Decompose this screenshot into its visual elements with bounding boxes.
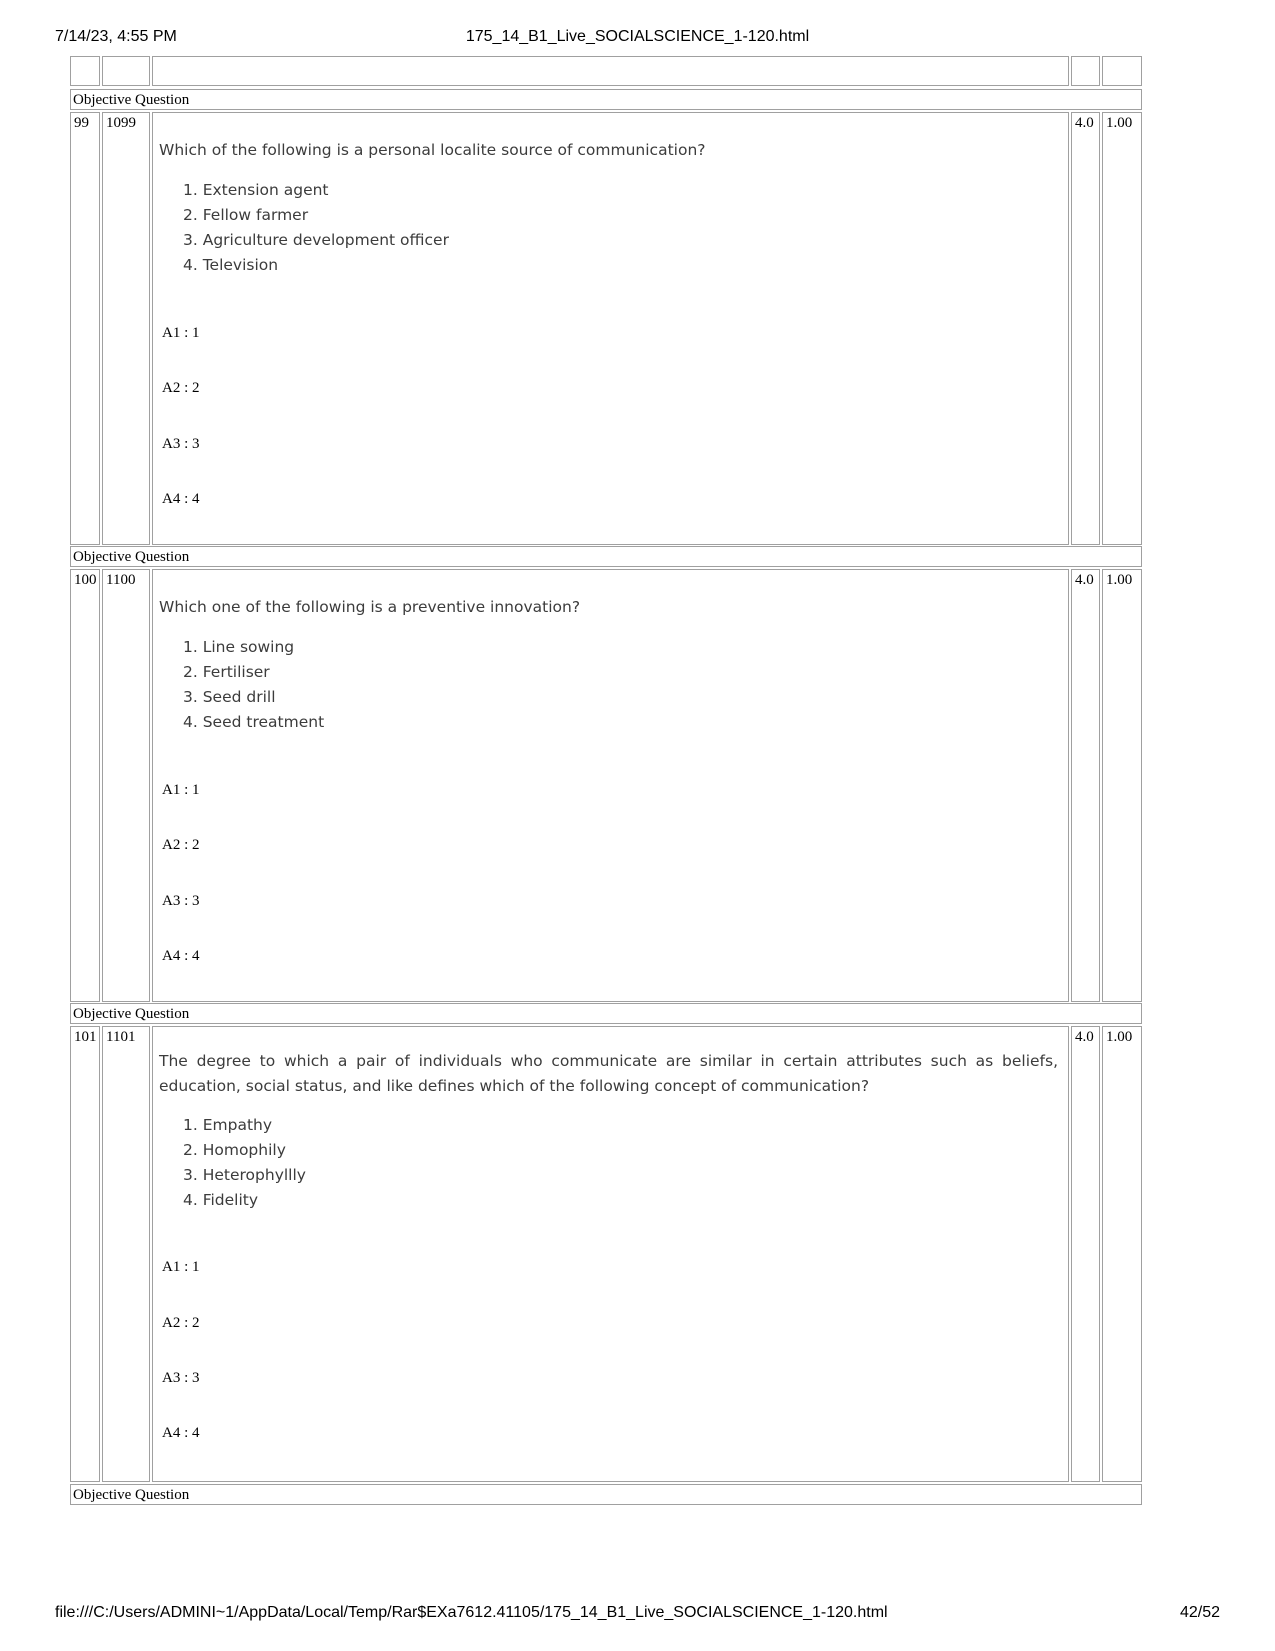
question-negative-marks: 1.00 [1102,112,1142,545]
objective-question-label: Objective Question [70,1484,1142,1505]
objective-question-label: Objective Question [70,1003,1142,1024]
option-item: 4. Television [183,256,279,274]
option-item: 1. Extension agent [183,181,329,199]
objective-question-label: Objective Question [70,89,1142,110]
question-marks: 4.0 [1071,112,1100,545]
question-serial-number: 101 [70,1026,100,1482]
question-body [152,569,1069,1002]
answer-option-2: A2 : 2 [162,1315,200,1331]
answer-option-3: A3 : 3 [162,436,200,452]
option-item: 4. Fidelity [183,1191,259,1209]
prev-row-sno-cell [70,56,100,86]
answer-option-2: A2 : 2 [162,380,200,396]
objective-question-label: Objective Question [70,546,1142,567]
print-page-number: 42/52 [1179,1604,1220,1621]
prev-row-qid-cell [102,56,150,86]
question-marks: 4.0 [1071,569,1100,1002]
question-serial-number: 99 [70,112,100,545]
answer-option-4: A4 : 4 [162,948,200,964]
option-item: 1. Empathy [183,1116,273,1134]
question-text: Which of the following is a personal localite source of communication? [159,141,706,159]
answer-option-2: A2 : 2 [162,837,200,853]
question-text: Which one of the following is a preventive innovation? [159,598,581,616]
answer-option-4: A4 : 4 [162,491,200,507]
print-header [55,28,1220,52]
option-list [183,1113,306,1213]
question-id: 1101 [102,1026,150,1482]
prev-row-body-cell [152,56,1069,86]
print-doc-title: 175_14_B1_Live_SOCIALSCIENCE_1-120.html [465,28,810,45]
question-serial-number: 100 [70,569,100,1002]
option-item: 1. Line sowing [183,638,295,656]
option-item: 3. Heterophyllly [183,1166,306,1184]
question-text: The degree to which a pair of individuals who communicate are similar in certain attributes such as beliefs, education, social status, and like defines which of the following concept of communication? [159,1052,1058,1095]
print-footer [55,1604,1220,1628]
print-datetime: 7/14/23, 4:55 PM [55,28,177,45]
option-item: 3. Seed drill [183,688,276,706]
answer-option-1: A1 : 1 [162,325,200,341]
prev-row-marks-cell [1071,56,1100,86]
answer-option-3: A3 : 3 [162,1370,200,1386]
option-item: 2. Fellow farmer [183,206,309,224]
question-id: 1099 [102,112,150,545]
option-list [183,635,324,735]
question-negative-marks: 1.00 [1102,1026,1142,1482]
answer-option-1: A1 : 1 [162,782,200,798]
question-id: 1100 [102,569,150,1002]
answer-option-4: A4 : 4 [162,1425,200,1441]
print-file-url: file:///C:/Users/ADMINI~1/AppData/Local/Temp/Rar$EXa7612.41105/175_14_B1_Live_SOCIALSCIENCE_1-120.html [55,1604,888,1621]
prev-row-negative-cell [1102,56,1142,86]
question-marks: 4.0 [1071,1026,1100,1482]
option-item: 3. Agriculture development officer [183,231,449,249]
question-negative-marks: 1.00 [1102,569,1142,1002]
question-body [152,1026,1069,1482]
option-list [183,178,449,278]
question-body [152,112,1069,545]
answer-option-3: A3 : 3 [162,893,200,909]
answer-option-1: A1 : 1 [162,1259,200,1275]
option-item: 2. Fertiliser [183,663,270,681]
option-item: 4. Seed treatment [183,713,325,731]
option-item: 2. Homophily [183,1141,286,1159]
